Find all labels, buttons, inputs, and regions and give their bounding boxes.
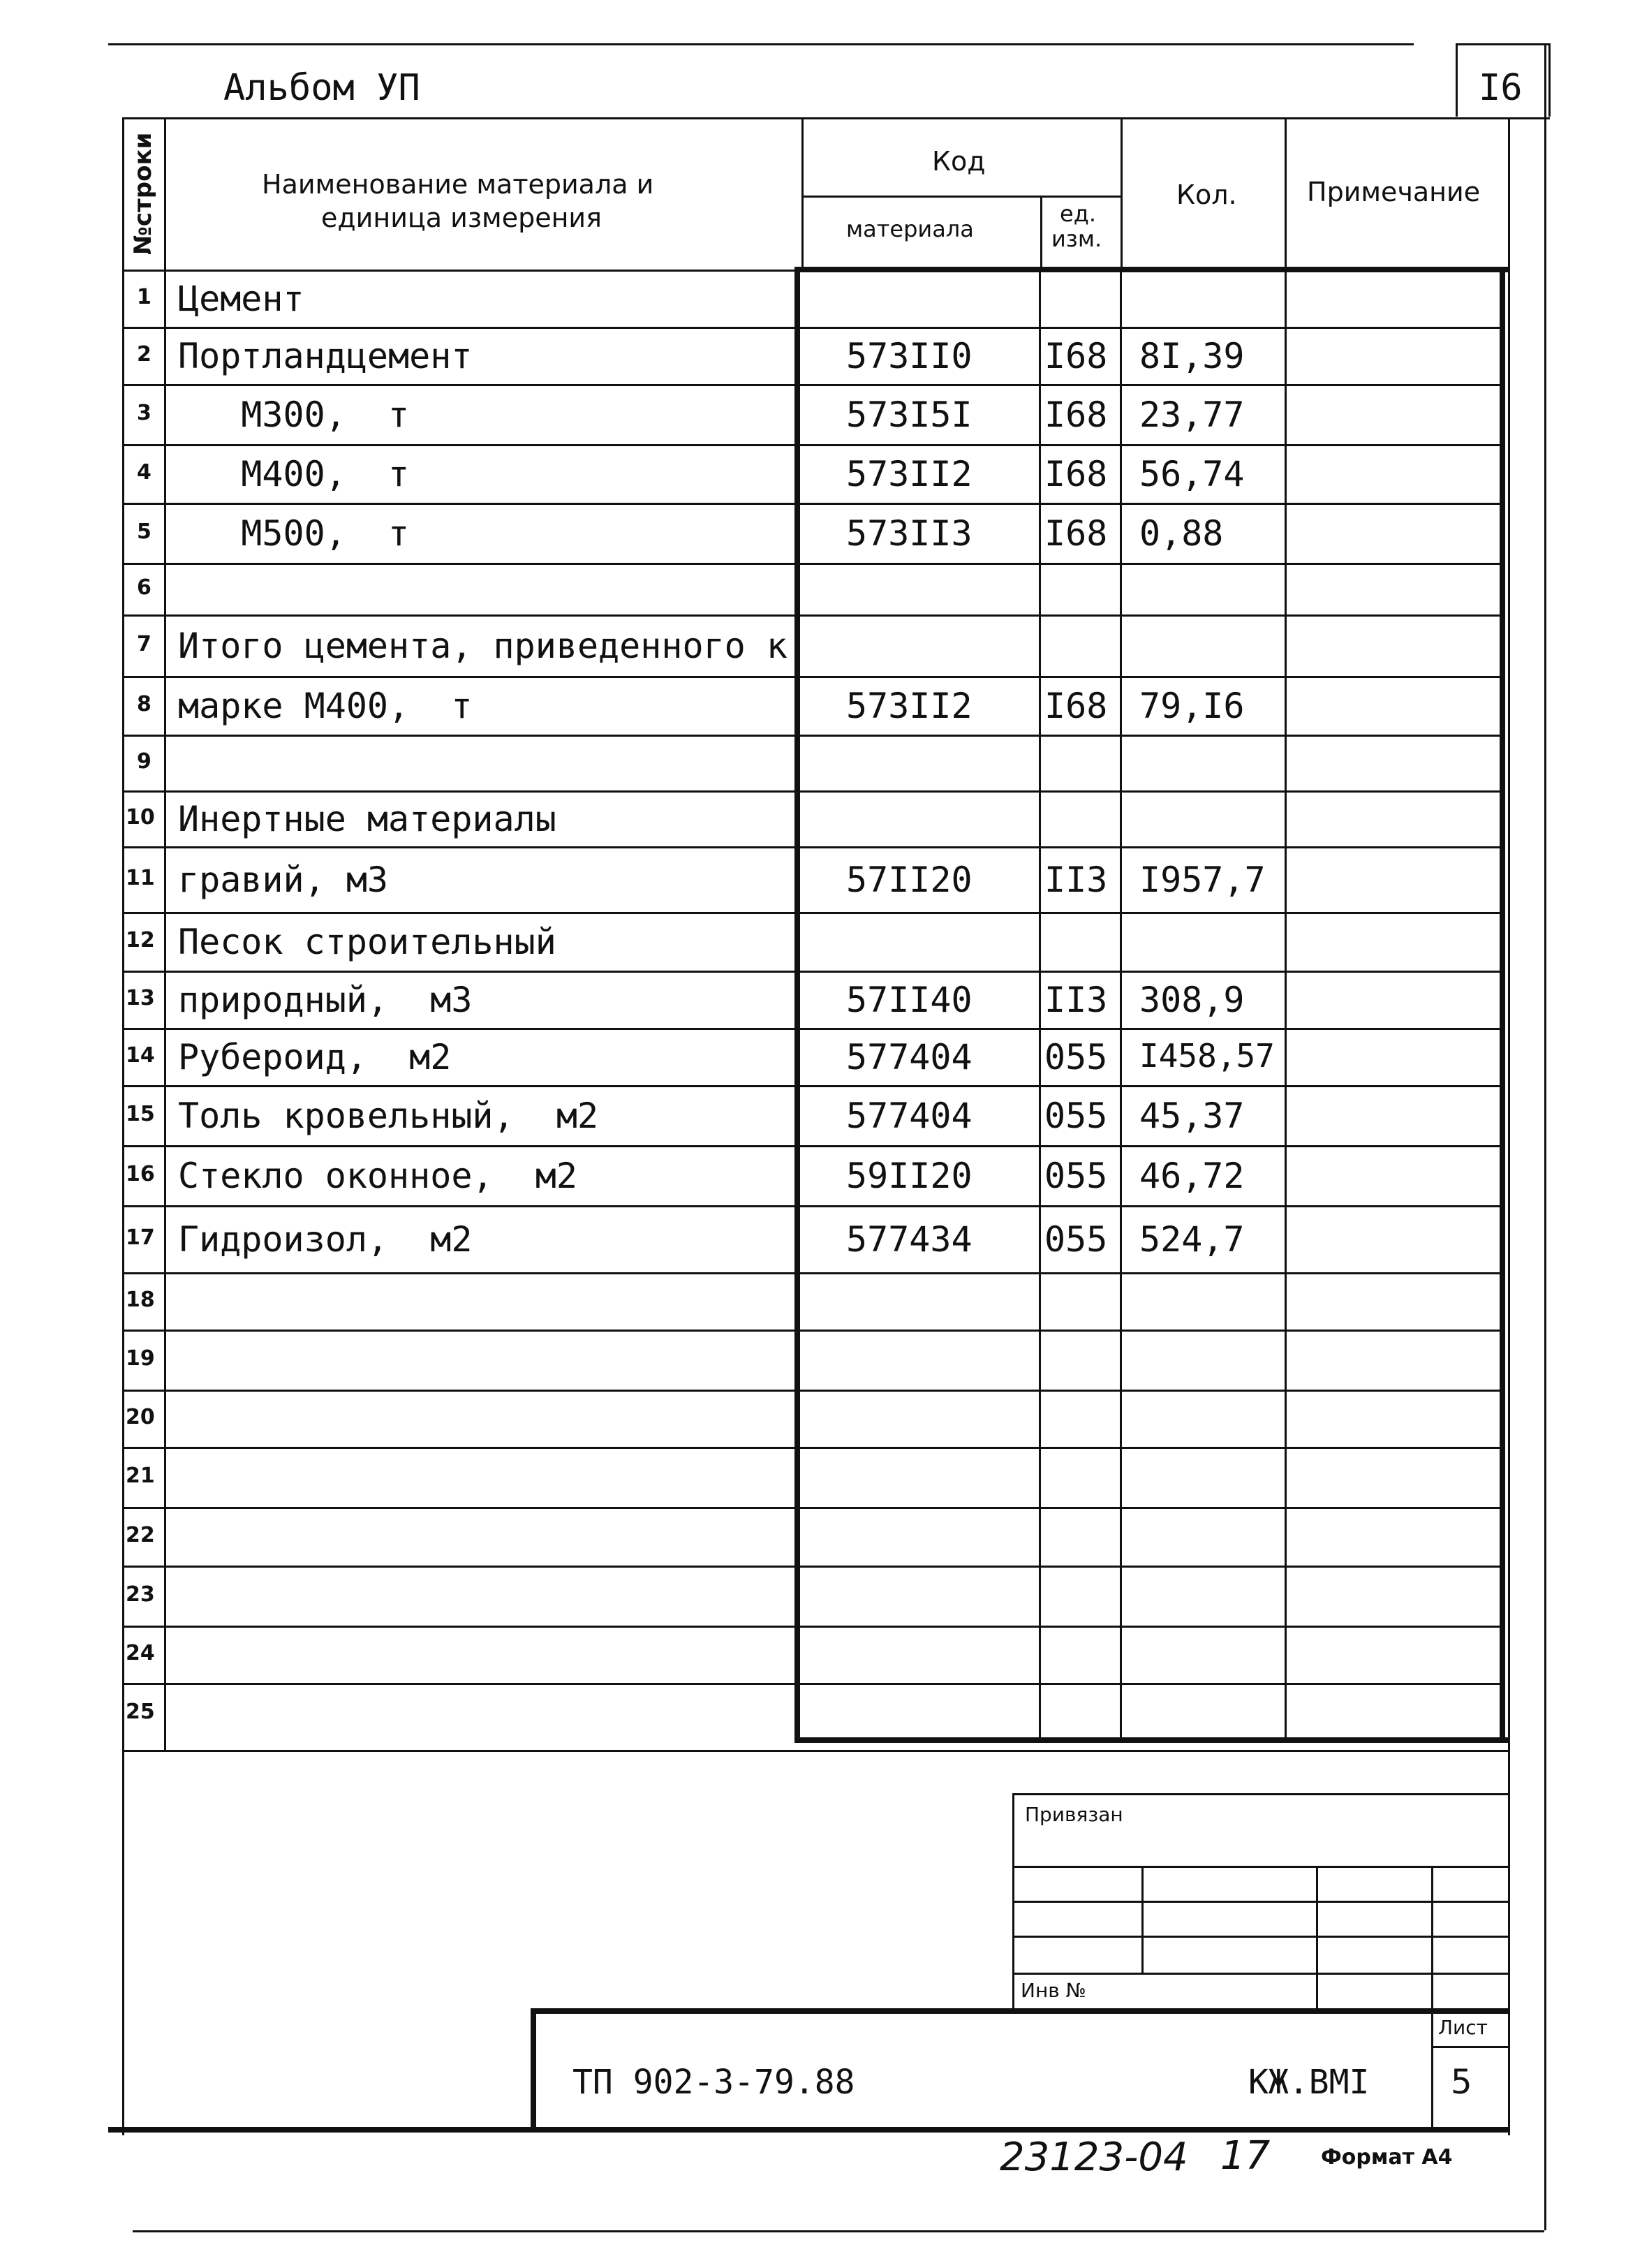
- header-code-unit-line2: изм.: [1051, 226, 1102, 252]
- header-qty: Кол.: [1176, 179, 1237, 210]
- row-number: 23: [126, 1582, 155, 1607]
- handwritten-number: 23123-04: [1000, 2135, 1188, 2180]
- material-code: 573II0: [846, 336, 973, 376]
- material-name: Инертные материалы: [178, 799, 556, 839]
- row-number: 24: [126, 1641, 155, 1665]
- material-code: 577404: [846, 1096, 973, 1136]
- material-name: Толь кровельный, м2: [178, 1096, 599, 1136]
- unit-code: 055: [1044, 1219, 1108, 1260]
- row-number: 14: [126, 1043, 155, 1068]
- unit-code: I68: [1044, 395, 1108, 435]
- material-code: 573I5I: [846, 395, 973, 435]
- material-code: 57II20: [846, 860, 973, 900]
- material-name: природный, м3: [178, 980, 473, 1020]
- album-title: Альбом УП: [223, 67, 420, 109]
- material-name: Песок строительный: [178, 922, 556, 962]
- bound-label: Привязан: [1025, 1803, 1123, 1826]
- unit-code: I68: [1044, 686, 1108, 726]
- material-code: 573II3: [846, 513, 973, 554]
- header-code-group: Код: [932, 146, 986, 177]
- unit-code: 055: [1044, 1037, 1108, 1077]
- material-name: М300, т: [178, 395, 410, 435]
- unit-code: II3: [1044, 860, 1108, 900]
- quantity: 524,7: [1139, 1219, 1245, 1260]
- unit-code: II3: [1044, 980, 1108, 1020]
- row-number: 12: [126, 928, 155, 952]
- quantity: 23,77: [1139, 395, 1245, 435]
- material-name: марке М400, т: [178, 686, 473, 726]
- doc-code: КЖ.ВМI: [1248, 2063, 1370, 2102]
- header-code-material: материала: [846, 216, 974, 242]
- row-number: 15: [126, 1102, 155, 1126]
- page-corner-number: I6: [1479, 67, 1523, 109]
- unit-code: 055: [1044, 1156, 1108, 1196]
- material-name: Гидроизол, м2: [178, 1219, 473, 1260]
- material-name: Итого цемента, приведенного к: [178, 626, 787, 666]
- material-code: 577434: [846, 1219, 973, 1260]
- row-number: 13: [126, 986, 155, 1010]
- quantity: 46,72: [1139, 1156, 1245, 1196]
- row-number: 25: [126, 1700, 155, 1724]
- header-code-unit-line1: ед.: [1060, 200, 1096, 227]
- quantity: 79,I6: [1139, 686, 1245, 726]
- unit-code: 055: [1044, 1096, 1108, 1136]
- material-code: 57II40: [846, 980, 973, 1020]
- row-number: 18: [126, 1288, 155, 1312]
- unit-code: I68: [1044, 513, 1108, 554]
- material-code: 573II2: [846, 686, 973, 726]
- row-number: 16: [126, 1162, 155, 1186]
- row-number: 6: [137, 575, 151, 600]
- row-number: 7: [137, 632, 151, 656]
- row-number: 2: [137, 342, 151, 367]
- material-name: Цемент: [178, 279, 304, 319]
- quantity: I458,57: [1139, 1037, 1275, 1075]
- quantity: 308,9: [1139, 980, 1245, 1020]
- row-number: 1: [137, 285, 151, 309]
- material-code: 59II20: [846, 1156, 973, 1196]
- row-number: 5: [137, 520, 151, 544]
- material-name: гравий, м3: [178, 860, 389, 900]
- material-name: Стекло оконное, м2: [178, 1156, 577, 1196]
- material-name: Рубероид, м2: [178, 1037, 452, 1077]
- header-row-number: №строки: [129, 132, 157, 255]
- row-number: 10: [126, 805, 155, 830]
- row-number: 19: [126, 1346, 155, 1371]
- inv-label: Инв №: [1021, 1979, 1086, 2002]
- material-code: 577404: [846, 1037, 973, 1077]
- quantity: 8I,39: [1139, 336, 1245, 376]
- quantity: I957,7: [1139, 860, 1266, 900]
- material-name: Портландцемент: [178, 336, 473, 376]
- quantity: 45,37: [1139, 1096, 1245, 1136]
- material-name: М500, т: [178, 513, 410, 554]
- row-number: 17: [126, 1225, 155, 1250]
- quantity: 0,88: [1139, 513, 1224, 554]
- row-number: 4: [137, 460, 151, 485]
- handwritten-sheet: 17: [1220, 2133, 1271, 2179]
- row-number: 21: [126, 1464, 155, 1488]
- doc-number: ТП 902-3-79.88: [572, 2063, 855, 2102]
- quantity: 56,74: [1139, 454, 1245, 494]
- unit-code: I68: [1044, 336, 1108, 376]
- row-number: 22: [126, 1523, 155, 1547]
- sheet-label: Лист: [1438, 2016, 1488, 2039]
- material-code: 573II2: [846, 454, 973, 494]
- header-note: Примечание: [1307, 177, 1481, 207]
- header-name-line1: Наименование материала и: [262, 169, 654, 200]
- header-name-line2: единица измерения: [321, 202, 602, 233]
- unit-code: I68: [1044, 454, 1108, 494]
- row-number: 3: [137, 401, 151, 425]
- row-number: 20: [126, 1405, 155, 1429]
- row-number: 11: [126, 866, 155, 890]
- sheet-number: 5: [1451, 2063, 1472, 2102]
- material-name: М400, т: [178, 454, 410, 494]
- row-number: 9: [137, 749, 151, 774]
- format-label: Формат А4: [1321, 2145, 1453, 2170]
- row-number: 8: [137, 692, 151, 716]
